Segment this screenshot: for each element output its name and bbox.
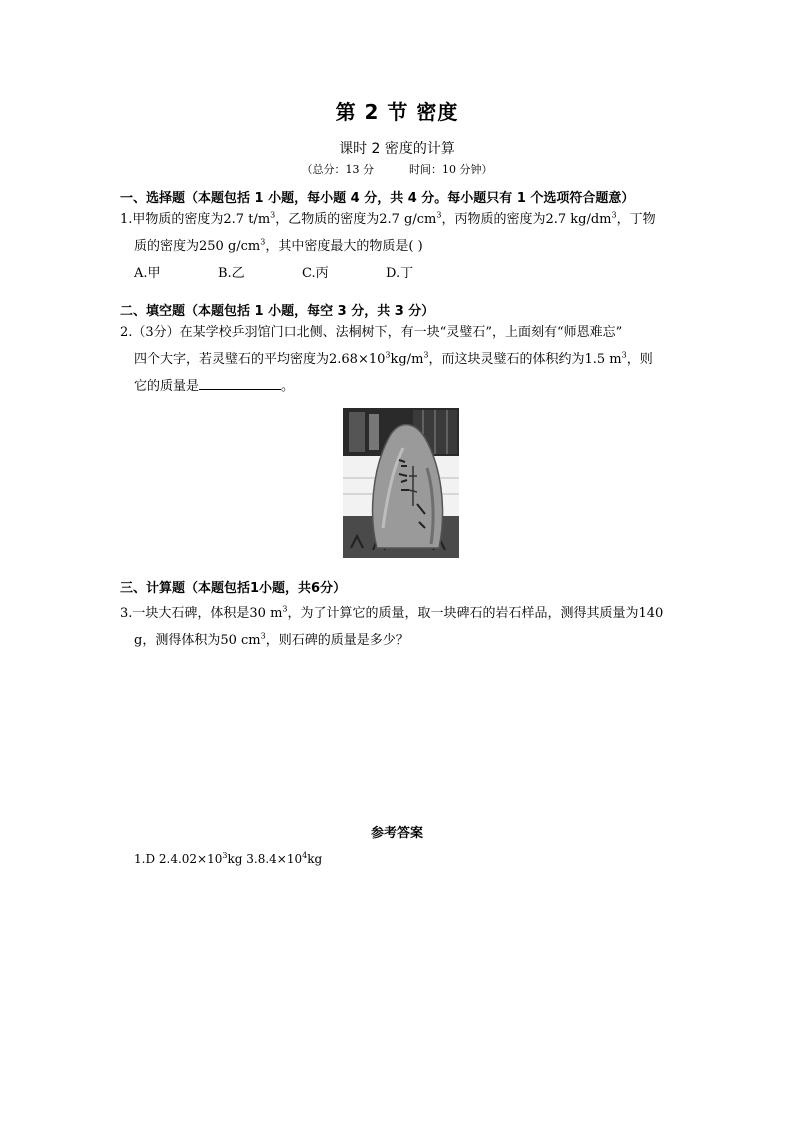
section-heading-fill: 二、填空题（本题包括 1 小题，每空 3 分，共 3 分） bbox=[120, 304, 435, 319]
question-2-line-3: 它的质量是 。 bbox=[120, 373, 680, 400]
option-b: B.乙 bbox=[218, 266, 245, 281]
page-title: 第 2 节 密度 bbox=[335, 100, 459, 124]
section-heading-calc: 三、计算题（本题包括1小题，共6分） bbox=[120, 581, 347, 596]
stone-photo bbox=[343, 408, 459, 558]
answer-blank[interactable] bbox=[199, 375, 281, 390]
question-2-line-2: 四个大字，若灵璧石的平均密度为$2.68\times 10^3kg/m^3$，而这块灵璧石的体积约为1.5 $m^3$，则 bbox=[134, 350, 653, 367]
question-1 bbox=[120, 206, 680, 287]
option-c: C.丙 bbox=[302, 266, 329, 281]
question-2-line-1: 2.（3分）在某学校乒羽馆门口北侧、法桐树下，有一块“灵璧石”，上面刻有“师恩难忘” bbox=[120, 325, 623, 340]
answers-title: 参考答案 bbox=[370, 826, 423, 841]
answers-line: 1.D $2.4.02\times 10^3kg$ $3.8.4\times 10^4kg$ bbox=[134, 851, 323, 866]
question-2 bbox=[120, 319, 680, 400]
question-3-line-1: 3.一块大石碑，体积是30 $m^3$，为了计算它的质量，取一块碑石的岩石样品，测得其质量为140 bbox=[120, 604, 664, 621]
question-1-line-2: 质的密度为250 $g/cm^3$，其中密度最大的物质是( ) bbox=[134, 237, 423, 254]
question-3 bbox=[120, 600, 680, 654]
score-time-info: （总分：13 分 时间：10 分钟） bbox=[301, 163, 493, 176]
option-a: A.甲 bbox=[134, 266, 161, 281]
question-1-options bbox=[120, 260, 680, 287]
question-3-line-2: g，测得体积为50 $cm^3$，则石碑的质量是多少？ bbox=[134, 631, 409, 648]
section-heading-choice: 一、选择题（本题包括 1 小题，每小题 4 分，共 4 分。每小题只有 1 个选项符合题意） bbox=[120, 191, 635, 206]
option-d: D.丁 bbox=[386, 266, 414, 281]
page-subtitle: 课时 2 密度的计算 bbox=[339, 141, 455, 157]
question-1-line-1: 1.甲物质的密度为2.7 $t/m^3$，乙物质的密度为2.7 $g/cm^3$，丙物质的密度为2.7 $kg/dm^3$，丁物 bbox=[120, 210, 656, 227]
